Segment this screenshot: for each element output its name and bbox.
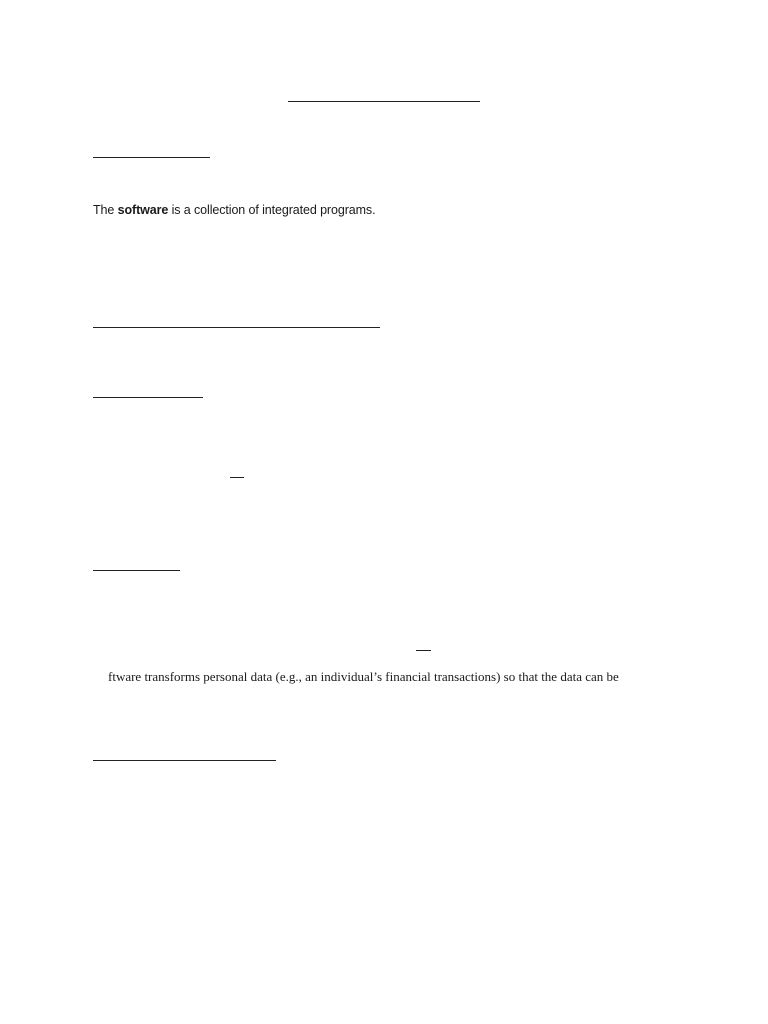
inline-underline-mark-1 bbox=[230, 477, 244, 478]
intro-suffix: is a collection of integrated programs. bbox=[168, 203, 376, 217]
subheading-underline-1 bbox=[93, 397, 203, 398]
title-underline bbox=[288, 101, 480, 102]
section-heading-underline-3 bbox=[93, 760, 276, 761]
section-heading-underline-1 bbox=[93, 157, 210, 158]
intro-emphasis: software bbox=[117, 203, 169, 217]
subheading-underline-2 bbox=[93, 570, 180, 571]
intro-prefix: The bbox=[93, 203, 118, 217]
body-text-fragment: ftware transforms personal data (e.g., an individual’s financial transactions) so that the data can be bbox=[108, 669, 619, 684]
intro-sentence bbox=[93, 203, 375, 217]
section-heading-underline-2 bbox=[93, 327, 380, 328]
inline-underline-mark-2 bbox=[416, 650, 431, 651]
